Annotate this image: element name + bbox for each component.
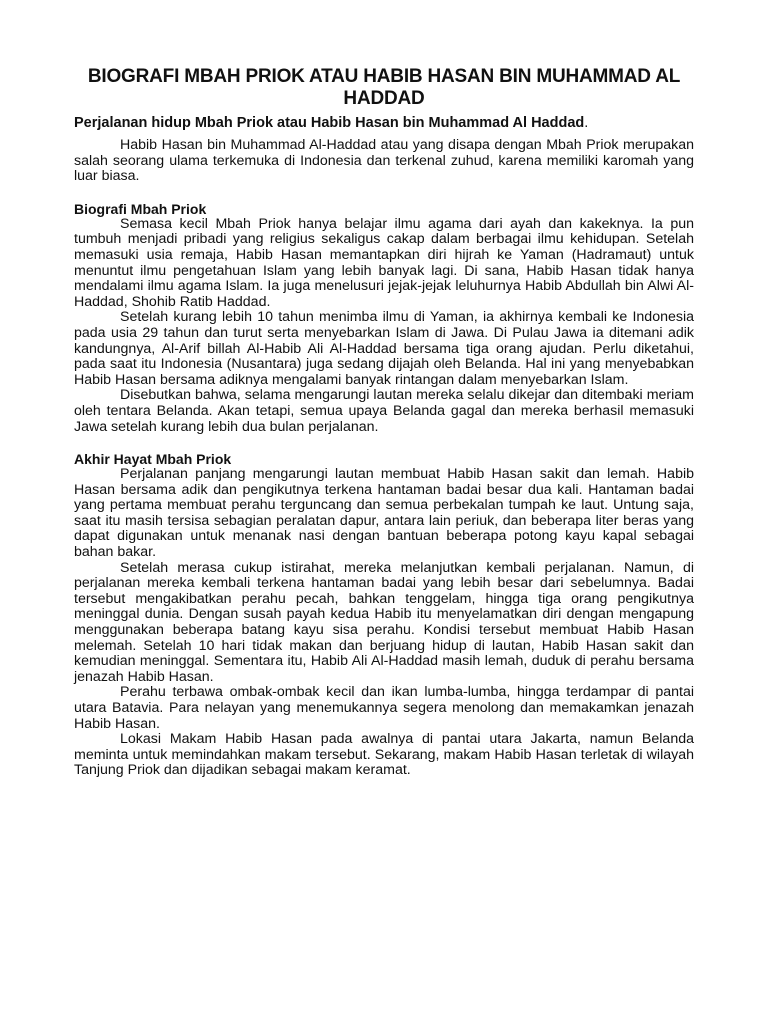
intro-paragraph: Habib Hasan bin Muhammad Al-Haddad atau yang disapa dengan Mbah Priok merupakan salah seorang ulama terkemuka di Indonesia dan terkenal zuhud, karena memiliki karomah yang luar biasa.	[74, 137, 694, 185]
paragraph-akhir-hayat-1: Perjalanan panjang mengarungi lautan membuat Habib Hasan sakit dan lemah. Habib Hasan bersama adik dan pengikutnya terkena hantaman badai besar dua kali. Hantaman badai yang pertama membuat perahu terguncang dan semua perbekalan tumpah ke laut. Untung saja, saat itu masih tersisa sebagian peralatan dapur, antara lain periuk, dan beberapa liter beras yang dapat digunakan untuk menanak nasi dengan bantuan beberapa potong kayu kapal sebagai bahan bakar.	[74, 466, 694, 561]
paragraph-akhir-hayat-2: Setelah merasa cukup istirahat, mereka melanjutkan kembali perjalanan. Namun, di perjalanan mereka kembali terkena hantaman badai yang lebih besar dari sebelumnya. Badai tersebut mengakibatkan perahu pecah, bahkan tenggelam, hingga tiga orang pengikutnya meninggal dunia. Dengan susah payah kedua Habib itu menyelamatkan diri dengan mengapung menggunakan beberapa batang kayu sisa perahu. Kondisi tersebut membuat Habib Hasan melemah. Setelah 10 hari tidak makan dan berjuang hidup di lautan, Habib Hasan sakit dan kemudian meninggal. Sementara itu, Habib Ali Al-Haddad masih lemah, duduk di perahu bersama jenazah Habib Hasan.	[74, 559, 694, 685]
paragraph-biografi-2: Setelah kurang lebih 10 tahun menimba ilmu di Yaman, ia akhirnya kembali ke Indonesia pada usia 29 tahun dan turut serta menyebarkan Islam di Jawa. Di Pulau Jawa ia ditemani adik kandungnya, Al-Arif billah Al-Habib Ali Al-Haddad bersama tiga orang ajudan. Perlu diketahui, pada saat itu Indonesia (Nusantara) juga sedang dijajah oleh Belanda. Hal ini yang menyebabkan Habib Hasan bersama adiknya mengalami banyak rintangan dalam menyebarkan Islam.	[74, 309, 694, 388]
document-page	[74, 66, 694, 779]
section-heading-akhir-hayat: Akhir Hayat Mbah Priok	[74, 451, 232, 468]
paragraph-biografi-1: Semasa kecil Mbah Priok hanya belajar ilmu agama dari ayah dan kakeknya. Ia pun tumbuh menjadi pribadi yang religius sekaligus cakap dalam berbagai ilmu kehidupan. Setelah memasuki usia remaja, Habib Hasan memantapkan diri hijrah ke Yaman (Hadramaut) untuk menuntut ilmu pengetahuan Islam yang lebih banyak lagi. Di sana, Habib Hasan tidak hanya mendalami ilmu agama Islam. Ia juga menelusuri jejak-jejak leluhurnya Habib Abdullah bin Alwi Al-Haddad, Shohib Ratib Haddad.	[74, 215, 694, 310]
paragraph-biografi-3: Disebutkan bahwa, selama mengarungi lautan mereka selalu dikejar dan ditembaki meriam oleh tentara Belanda. Akan tetapi, semua upaya Belanda gagal dan mereka berhasil memasuki Jawa setelah kurang lebih dua bulan perjalanan.	[74, 387, 694, 435]
document-subtitle-text: Perjalanan hidup Mbah Priok atau Habib Hasan bin Muhammad Al Haddad	[74, 115, 585, 131]
paragraph-akhir-hayat-3: Perahu terbawa ombak-ombak kecil dan ikan lumba-lumba, hingga terdampar di pantai utara Batavia. Para nelayan yang menemukannya segera menolong dan memakamkan jenazah Habib Hasan.	[74, 684, 694, 732]
document-title: BIOGRAFI MBAH PRIOK ATAU HABIB HASAN BIN MUHAMMAD AL HADDAD	[87, 66, 681, 109]
paragraph-akhir-hayat-4: Lokasi Makam Habib Hasan pada awalnya di pantai utara Jakarta, namun Belanda meminta untuk memindahkan makam tersebut. Sekarang, makam Habib Hasan terletak di wilayah Tanjung Priok dan dijadikan sebagai makam keramat.	[74, 731, 694, 779]
section-heading-biografi: Biografi Mbah Priok	[74, 200, 207, 217]
document-subtitle	[74, 114, 694, 132]
document-subtitle-end: .	[584, 115, 589, 131]
